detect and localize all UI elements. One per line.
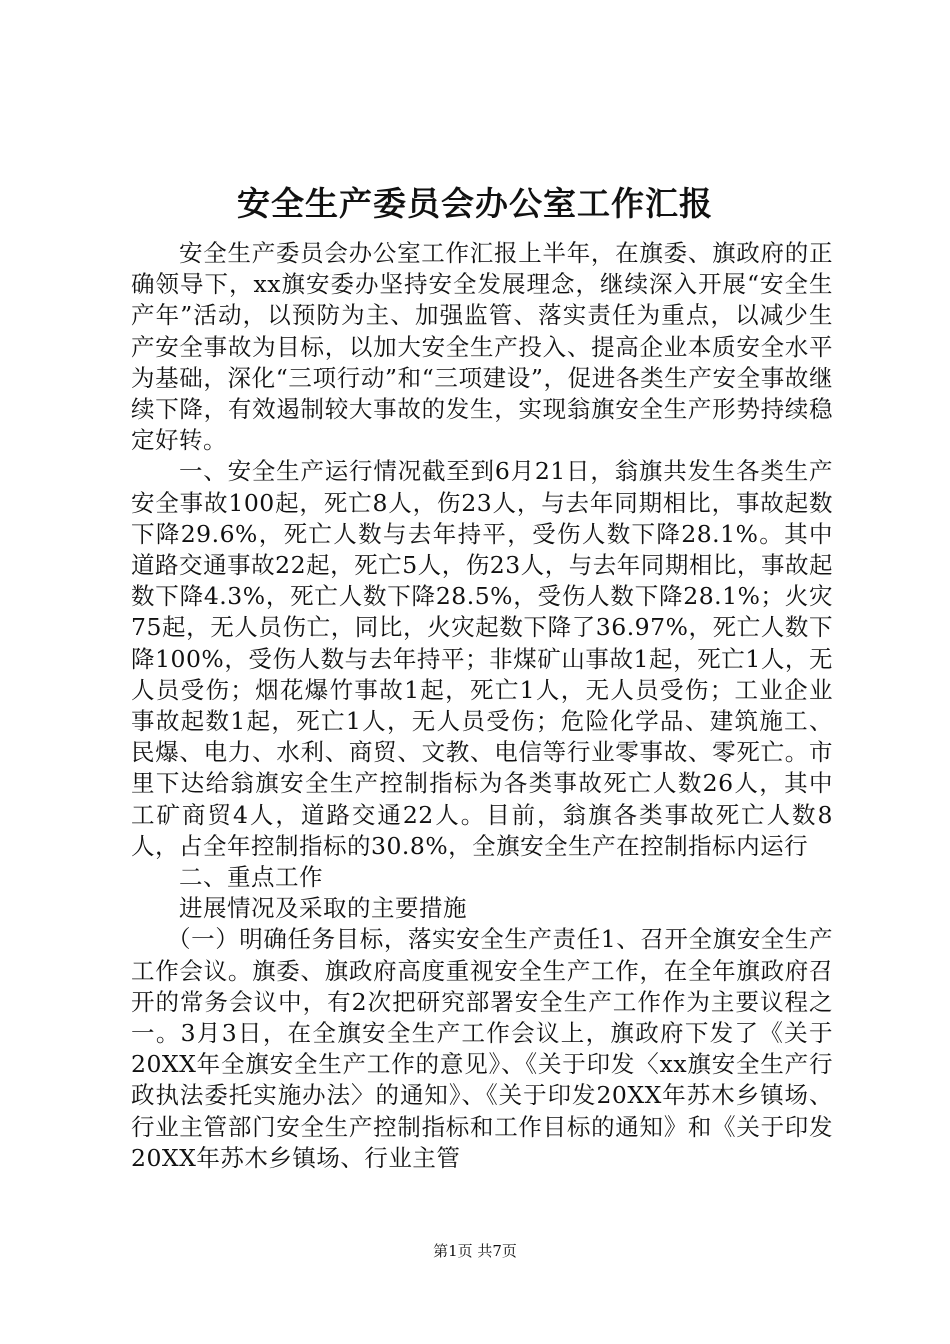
page-footer: 第1页 共7页 (433, 1242, 517, 1260)
paragraph-task-goals: （一）明确任务目标，落实安全生产责任1、召开全旗安全生产工作会议。旗委、旗政府高度重视安全生产工作，在全年旗政府召开的常务会议中，有2次把研究部署安全生产工作作为主要议程之一。3月3日，在全旗安全生产工作会议上，旗政府下发了《关于20XX年全旗安全生产工作的意见》、《关于印发〈xx旗安全生产行政执法委托实施办法〉的通知》、《关于印发20XX年苏木乡镇场、行业主管部门安全生产控制指标和工作目标的通知》和《关于印发20XX年苏木乡镇场、行业主管 (131, 925, 833, 1172)
paragraph-progress-heading: 进展情况及采取的主要措施 (179, 894, 467, 923)
paragraph-key-work-heading: 二、重点工作 (179, 863, 323, 892)
document-title: 安全生产委员会办公室工作汇报 (237, 184, 713, 223)
document-body (131, 238, 833, 1174)
paragraph-intro: 安全生产委员会办公室工作汇报上半年，在旗委、旗政府的正确领导下，xx旗安委办坚持安全发展理念，继续深入开展“安全生产年”活动，以预防为主、加强监管、落实责任为重点，以减少生产安全事故为目标，以加大安全生产投入、提高企业本质安全水平为基础，深化“三项行动”和“三项建设”，促进各类生产安全事故继续下降，有效遏制较大事故的发生，实现翁旗安全生产形势持续稳定好转。 (131, 239, 833, 455)
paragraph-safety-status: 一、安全生产运行情况截至到6月21日，翁旗共发生各类生产安全事故100起，死亡8人，伤23人，与去年同期相比，事故起数下降29.6%，死亡人数与去年持平，受伤人数下降28.1%。其中道路交通事故22起，死亡5人，伤23人，与去年同期相比，事故起数下降4.3%，死亡人数下降28.5%，受伤人数下降28.1%；火灾75起，无人员伤亡，同比，火灾起数下降了36.97%，死亡人数下降100%，受伤人数与去年持平；非煤矿山事故1起，死亡1人，无人员受伤；烟花爆竹事故1起，死亡1人，无人员受伤；工业企业事故起数1起，死亡1人，无人员受伤；危险化学品、建筑施工、民爆、电力、水利、商贸、文教、电信等行业零事故、零死亡。市里下达给翁旗安全生产控制指标为各类事故死亡人数26人，其中工矿商贸4人，道路交通22人。目前，翁旗各类事故死亡人数8人，占全年控制指标的30.8%，全旗安全生产在控制指标内运行 (131, 457, 833, 860)
